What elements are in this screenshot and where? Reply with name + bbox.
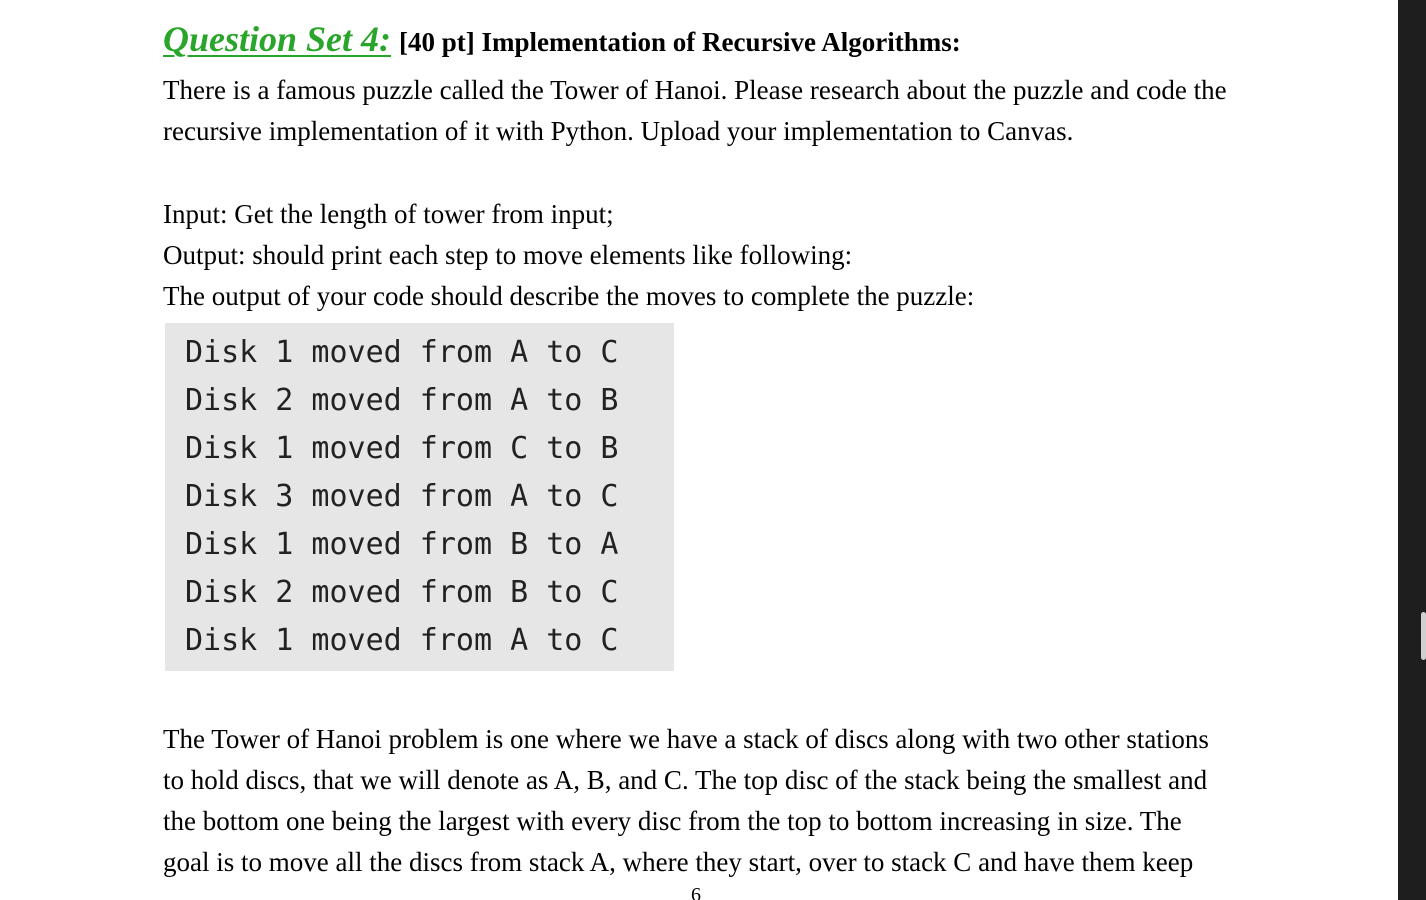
input-description: Input: Get the length of tower from input; (163, 199, 614, 229)
intro-line: recursive implementation of it with Python. Upload your implementation to Canvas. (163, 116, 1074, 146)
scrollbar-thumb[interactable] (1421, 612, 1426, 660)
explanation-line: The Tower of Hanoi problem is one where we have a stack of discs along with two other stations (163, 724, 1209, 754)
question-title: [40 pt] Implementation of Recursive Algorithms: (399, 27, 961, 57)
moves-description: The output of your code should describe the moves to complete the puzzle: (163, 281, 975, 311)
question-set-label: Question Set 4: (163, 19, 392, 59)
intro-paragraph (163, 70, 1236, 152)
sample-output-code-block (165, 323, 674, 671)
code-line: Disk 2 moved from A to B (185, 383, 619, 418)
page-number: 6 (691, 884, 701, 900)
output-description: Output: should print each step to move elements like following: (163, 240, 853, 270)
code-line: Disk 1 moved from C to B (185, 431, 619, 466)
code-line: Disk 1 moved from A to C (185, 623, 619, 658)
explanation-line: the bottom one being the largest with every disc from the top to bottom increasing in size. The (163, 806, 1182, 836)
code-line: Disk 1 moved from B to A (185, 527, 619, 562)
code-line: Disk 3 moved from A to C (185, 479, 619, 514)
explanation-line: to hold discs, that we will denote as A, B, and C. The top disc of the stack being the smallest and (163, 765, 1208, 795)
explanation-line: goal is to move all the discs from stack A, where they start, over to stack C and have them keep (163, 847, 1194, 877)
io-description (163, 194, 1236, 317)
document-content (163, 18, 1236, 883)
question-heading (163, 18, 1236, 68)
scrollbar-track[interactable] (1398, 0, 1426, 900)
intro-line: There is a famous puzzle called the Tower of Hanoi. Please research about the puzzle and code the (163, 75, 1227, 105)
code-line: Disk 1 moved from A to C (185, 335, 619, 370)
code-line: Disk 2 moved from B to C (185, 575, 619, 610)
explanation-paragraph (163, 719, 1236, 883)
